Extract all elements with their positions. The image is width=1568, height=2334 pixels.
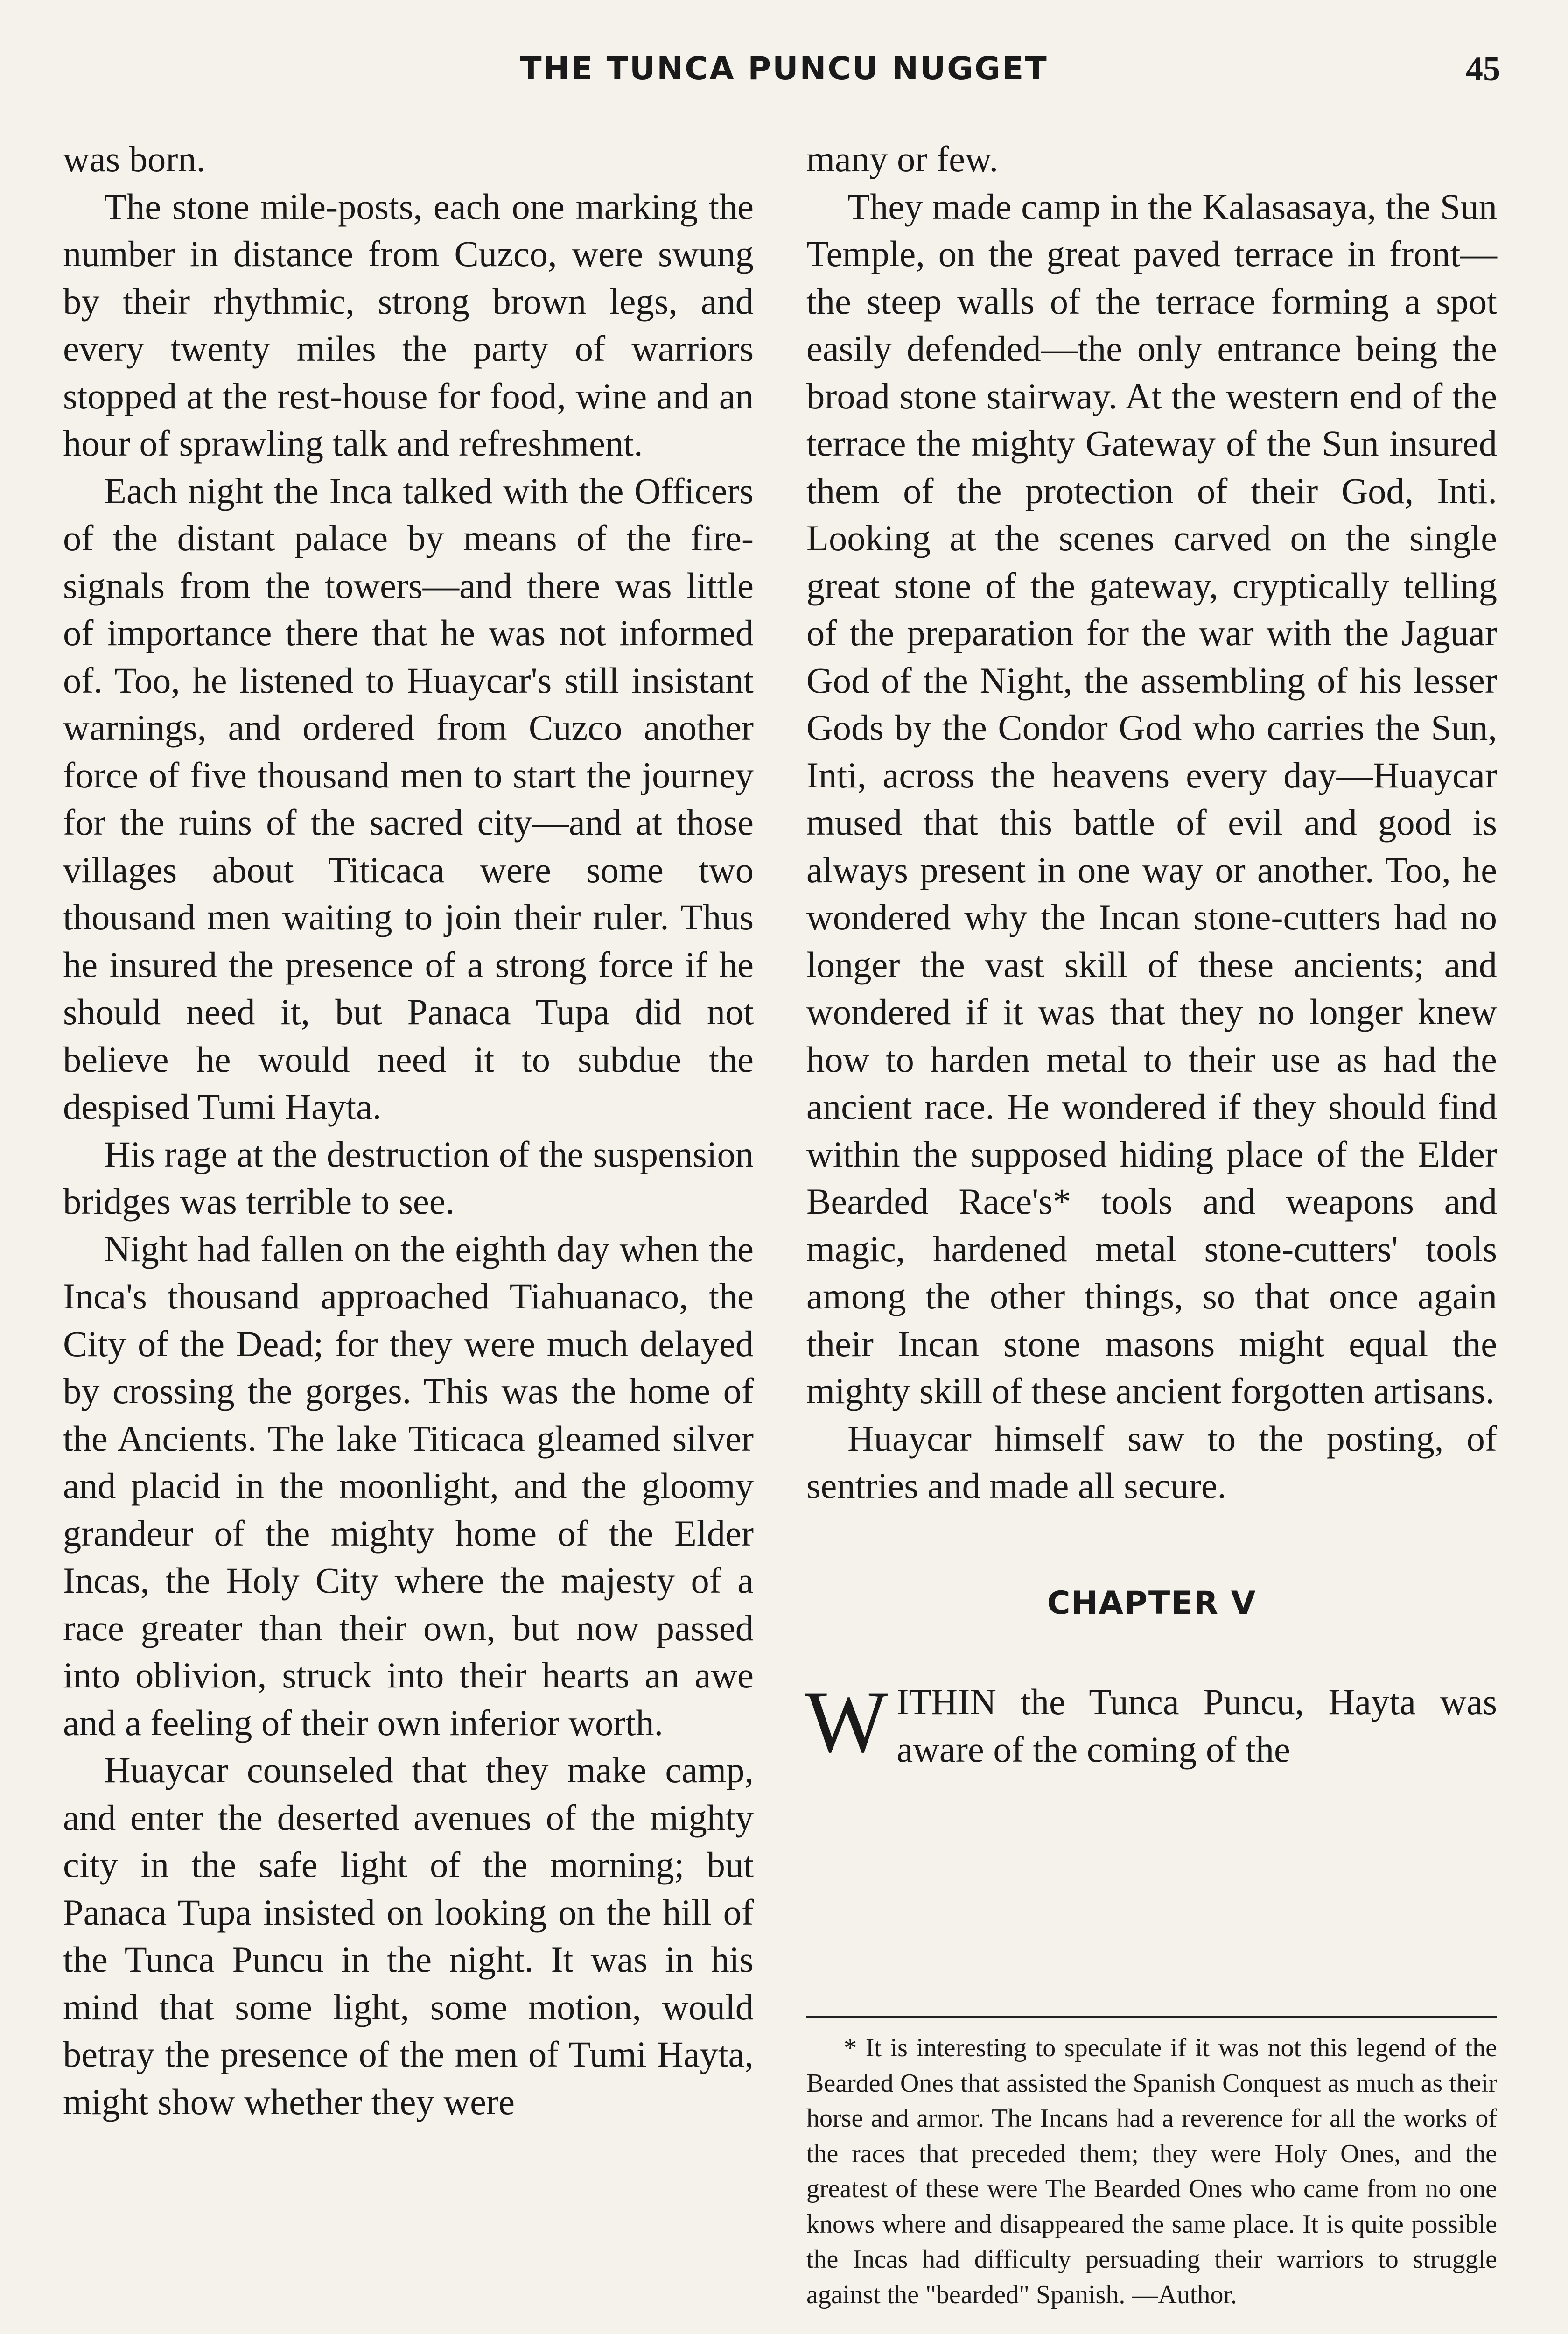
drop-cap: W — [805, 1673, 889, 1771]
footnote-text: * It is interesting to speculate if it was not this legend of the Bearded Ones that assisted the Spanish Conquest as much as their horse and armor. The Incans had a reverence for all the works of the races that preceded them; they were Holy Ones, and the greatest of these were The Bearded Ones who came from no one knows where and disappeared the same place. It is quite possible the Incas had difficulty persuading their warriors to struggle against the "bearded" Spanish. —Author. — [806, 2033, 1497, 2309]
paragraph: Huaycar counseled that they make camp, and enter the deserted avenues of the mighty city in the safe light of the morning; but Panaca Tupa insisted on looking on the hill of the Tunca Puncu in the night. It was in his mind that some light, some motion, would betray the presence of the men of Tumi Hayta, might show whether they were — [63, 1750, 754, 2122]
paragraph: Huaycar himself saw to the posting, of sentries and made all secure. — [806, 1418, 1497, 1506]
chapter-heading: CHAPTER V — [1047, 1584, 1257, 1622]
paragraph: His rage at the destruction of the suspension bridges was terrible to see. — [63, 1133, 754, 1222]
paragraph: many or few. — [806, 139, 999, 179]
paragraph: was born. — [63, 139, 206, 179]
chapter-opening-paragraph — [805, 1673, 1497, 1773]
left-column — [63, 135, 754, 2125]
running-title: THE TUNCA PUNCU NUGGET — [520, 50, 1048, 87]
paragraph: The stone mile-posts, each one marking the number in distance from Cuzco, were swung by their rhythmic, strong brown legs, and every twenty miles the party of warriors stopped at the rest-house for food, wine and an hour of sprawling talk and refreshment. — [63, 186, 754, 464]
page-number: 45 — [1466, 50, 1500, 88]
paragraph: They made camp in the Kalasasaya, the Sun Temple, on the great paved terrace in front—the steep walls of the terrace forming a spot easily defended—the only entrance being the broad stone stairway. At the western end of the terrace the mighty Gateway of the Sun insured them of the protection of their God, Inti. Looking at the scenes carved on the single great stone of the gateway, cryptically telling of the preparation for the war with the Jaguar God of the Night, the assembling of his lesser Gods by the Condor God who carries the Sun, Inti, across the heavens every day—Huaycar mused that this battle of evil and good is always present in one way or another. Too, he wondered why the Incan stone-cutters had no longer the vast skill of these ancients; and wondered if it was that they no longer knew how to harden metal to their use as had the ancient race. He wondered if they should find within the supposed hiding place of the Elder Bearded Race's* tools and weapons and magic, hardened metal stone-cutters' tools among the other things, so that once again their Incan stone masons might equal the mighty skill of these ancient forgotten artisans. — [806, 186, 1497, 1411]
right-column — [806, 135, 1497, 1773]
chapter-opening-text: ITHIN the Tunca Puncu, Hayta was aware of the coming of the — [896, 1681, 1497, 1770]
footnote-divider — [806, 2016, 1497, 2018]
paragraph: Each night the Inca talked with the Officers of the distant palace by means of the fire-signals from the towers—and there was little of importance there that he was not informed of. Too, he listened to Huaycar's still insistant warnings, and ordered from Cuzco another force of five thousand men to start the journey for the ruins of the sacred city—and at those villages about Titicaca were some two thousand men waiting to join their ruler. Thus he insured the presence of a strong force if he should need it, but Panaca Tupa did not believe he would need it to subdue the despised Tumi Hayta. — [63, 470, 754, 1127]
page-header — [0, 50, 1568, 92]
paragraph: Night had fallen on the eighth day when the Inca's thousand approached Tiahuanaco, the City of the Dead; for they were much delayed by crossing the gorges. This was the home of the Ancients. The lake Titicaca gleamed silver and placid in the moonlight, and the gloomy grandeur of the mighty home of the Elder Incas, the Holy City where the majesty of a race greater than their own, but now passed into oblivion, struck into their hearts an awe and a feeling of their own inferior worth. — [63, 1228, 754, 1743]
footnote — [806, 2031, 1497, 2313]
